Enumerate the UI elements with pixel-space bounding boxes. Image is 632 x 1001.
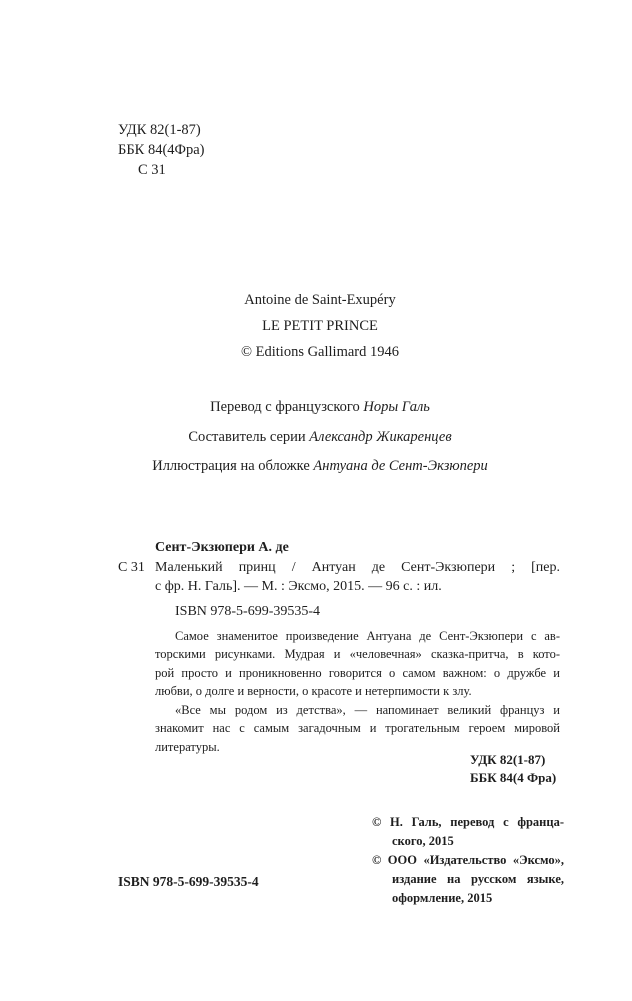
copyright-line: © Н. Галь, перевод с франца- (372, 814, 564, 829)
annotation-line: рой просто и проникновенно говорится о самом важном: о дружбе и (155, 665, 560, 680)
annotation-line: знакомит нас с самым загадочным и трогательным героем мировой (155, 721, 560, 736)
annotation-line: торскими рисунками. Мудрая и «человечная» сказка-притча, в кото- (155, 647, 560, 662)
credit-translation (16, 393, 624, 423)
credit-role: Перевод с французского (210, 399, 360, 415)
copyright-line: ского, 2015 (392, 833, 454, 848)
credits-block (16, 393, 624, 482)
bbk-code: ББК 84(4Фра) (118, 142, 205, 158)
credit-role: Составитель серии (188, 428, 306, 445)
original-edition-block (16, 287, 624, 365)
credit-name: Норы Галь (363, 399, 430, 415)
copyright-line: оформление, 2015 (392, 890, 493, 905)
footer-isbn: ISBN 978-5-699-39535-4 (118, 874, 259, 889)
catalog-card (155, 538, 560, 597)
copyright-line: издание на русском языке, (392, 871, 564, 886)
catalog-codes (470, 751, 556, 787)
classification-block (118, 120, 205, 180)
original-author: Antoine de Saint-Exupéry (244, 292, 396, 308)
copyright-line: © ООО «Издательство «Эксмо», (372, 852, 564, 867)
catalog-udk: УДК 82(1-87) (470, 752, 546, 767)
catalog-heading: Сент-Экзюпери А. де (155, 540, 289, 555)
credit-cover-illustration (16, 452, 624, 482)
annotation-line: Самое знаменитое произведение Антуана де Сент-Экзюпери с ав- (175, 628, 560, 643)
catalog-bbk: ББК 84(4 Фра) (470, 770, 557, 785)
catalog-description-line: с фр. Н. Галь]. — М. : Эксмо, 2015. — 96 с. : ил. (155, 579, 442, 594)
annotation-line: литературы. (155, 739, 220, 754)
original-copyright: © Editions Gallimard 1946 (240, 344, 399, 360)
credit-name: Александр Жикаренцев (309, 428, 452, 445)
annotation (155, 627, 560, 757)
catalog-author-mark: С 31 (118, 559, 145, 575)
annotation-line: любви, о долге и верности, о красоте и нетерпимости к злу. (155, 684, 472, 699)
credit-name: Антуана де Сент-Экзюпери (313, 458, 488, 474)
udk-code: УДК 82(1-87) (118, 122, 201, 138)
catalog-isbn: ISBN 978-5-699-39535-4 (175, 604, 321, 619)
catalog-description-line: Маленький принц / Антуан де Сент-Экзюпери ; [пер. (155, 559, 560, 575)
original-title: LE PETIT PRINCE (262, 318, 378, 334)
copyright-notices (372, 813, 564, 908)
credit-role: Иллюстрация на обложке (152, 458, 310, 474)
author-mark: С 31 (138, 162, 166, 178)
credit-series-editor (16, 423, 624, 453)
annotation-line: «Все мы родом из детства», — напоминает великий француз и (175, 702, 560, 717)
